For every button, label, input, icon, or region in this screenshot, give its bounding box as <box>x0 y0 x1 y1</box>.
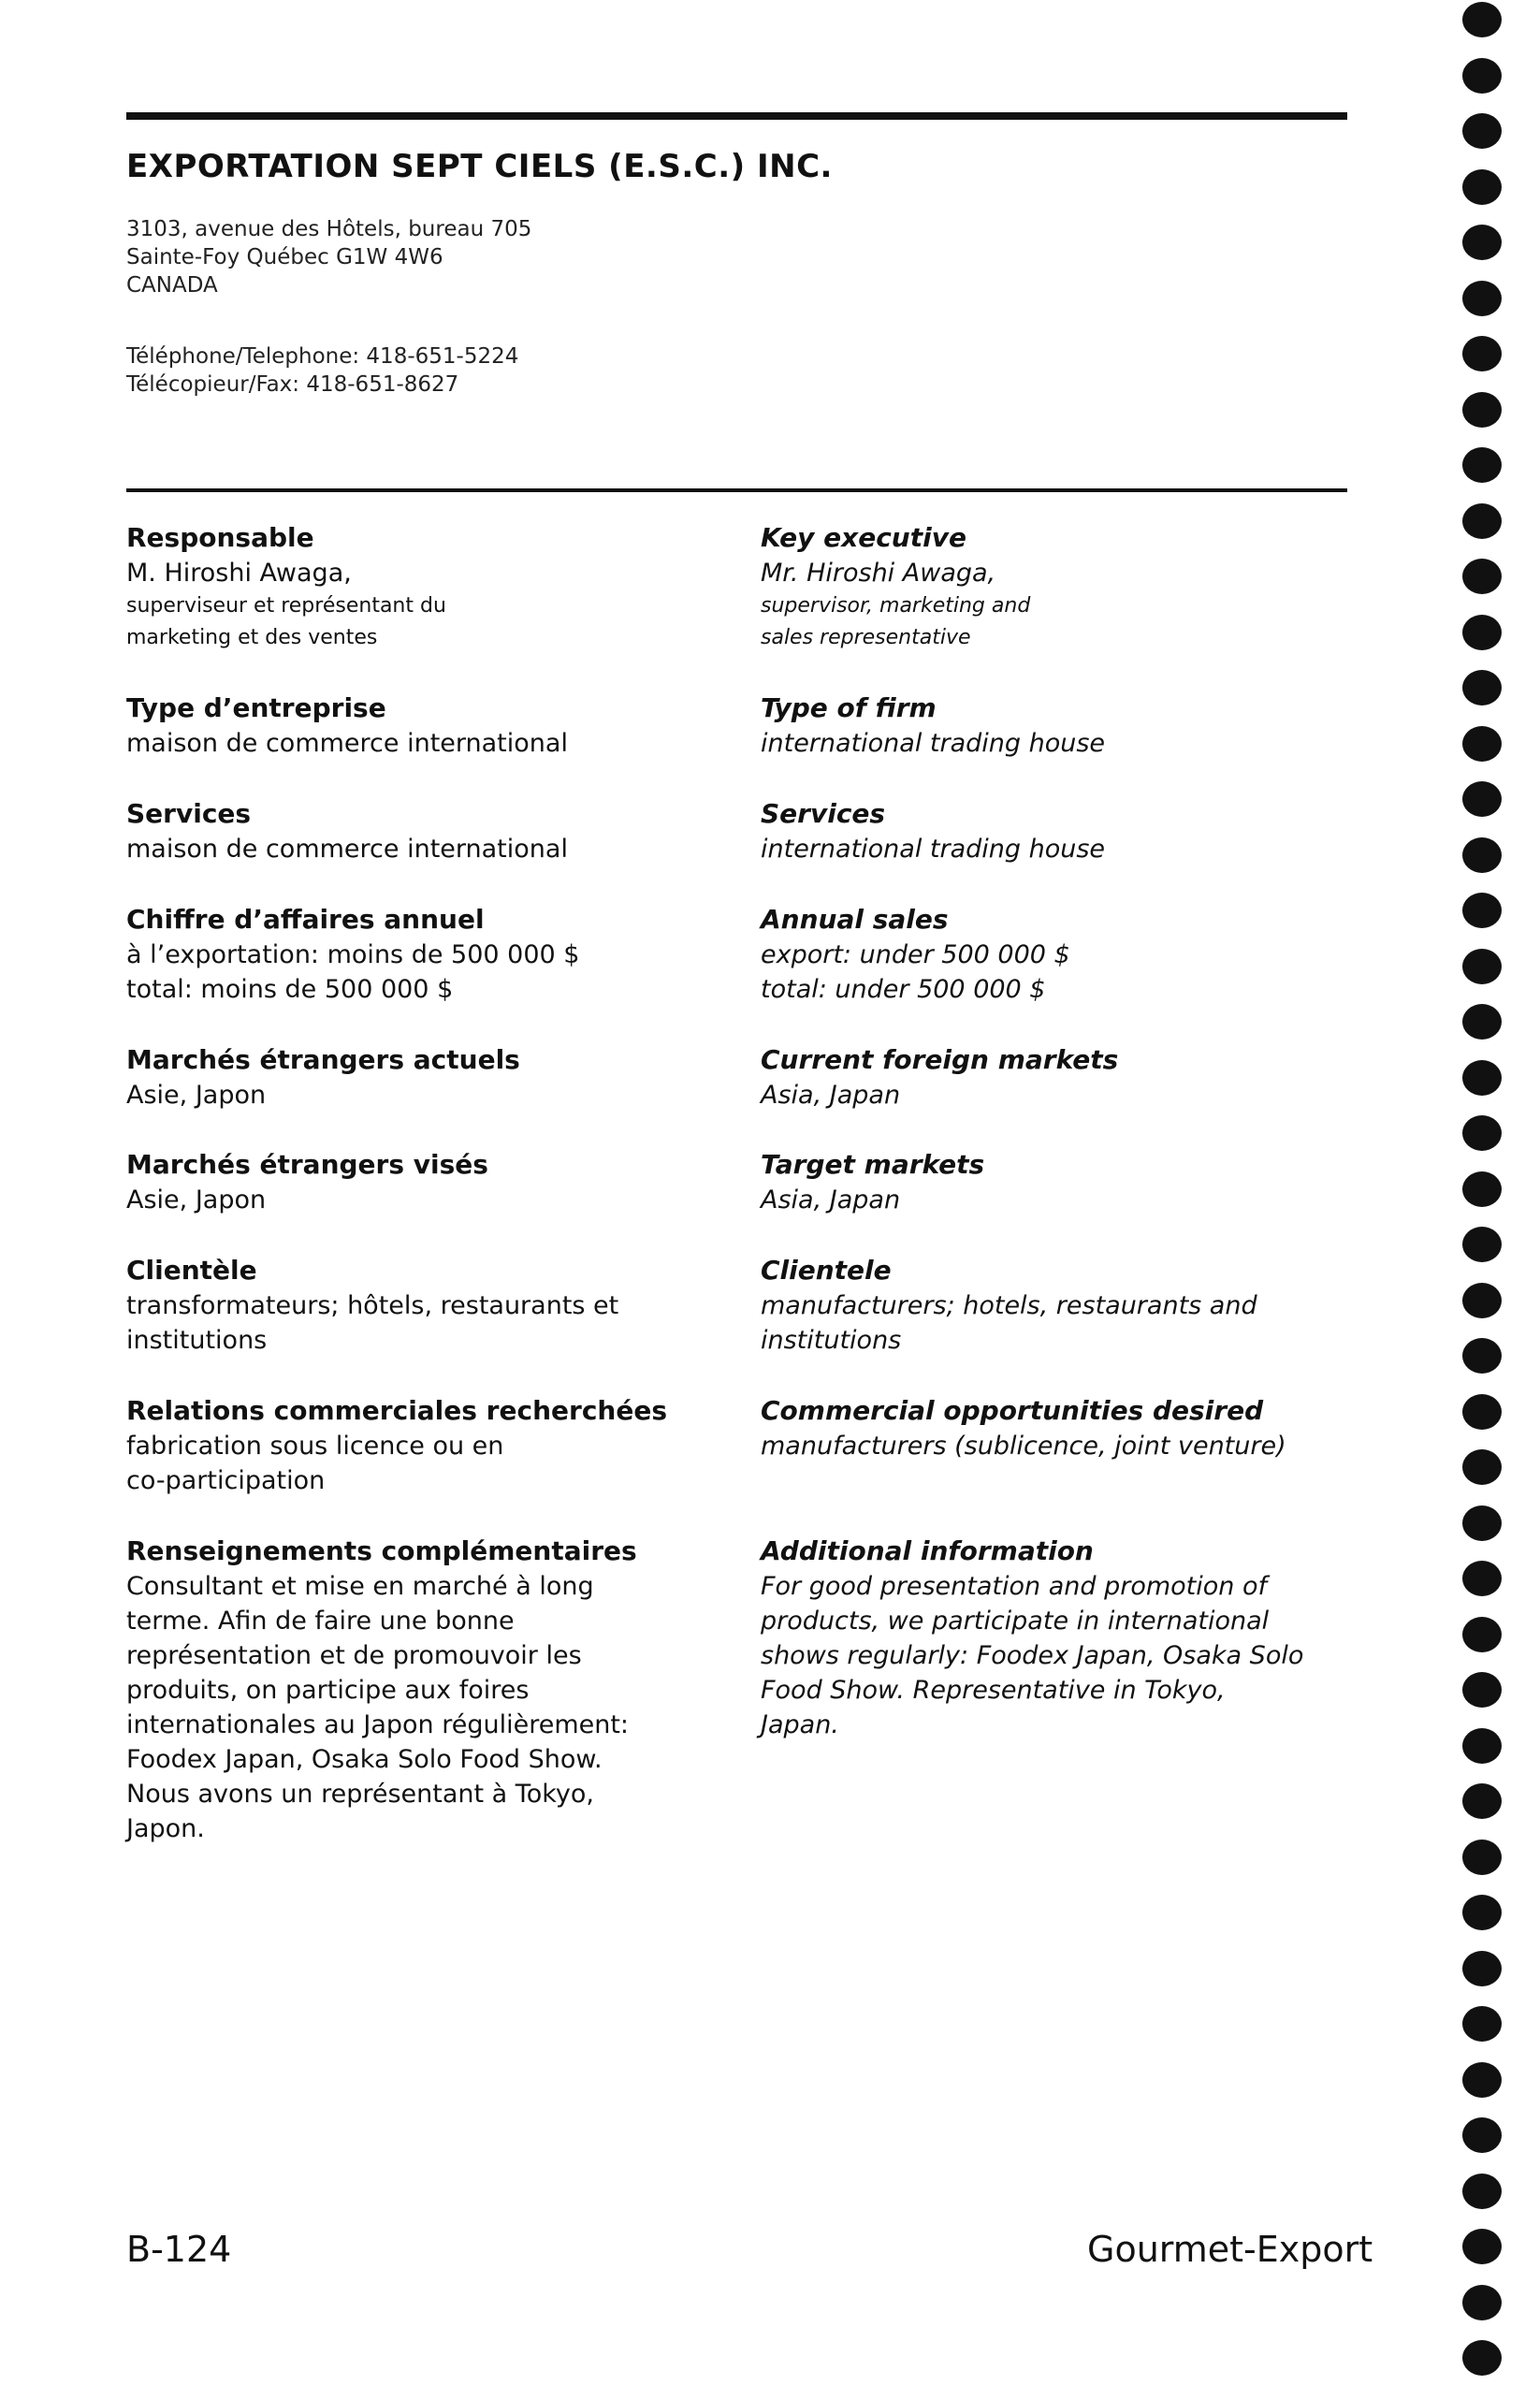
binding-hole <box>1462 1004 1502 1040</box>
fr-key-executive-label: Responsable <box>126 522 314 553</box>
binding-hole <box>1462 670 1502 705</box>
en-opportunities-label: Commercial opportunities desired <box>761 1395 1264 1426</box>
en-type-of-firm-value: international trading house <box>761 729 1106 758</box>
binding-hole <box>1462 2 1502 37</box>
fr-clientele-label: Clientèle <box>126 1255 257 1286</box>
fr-services-value: maison de commerce international <box>126 835 568 864</box>
company-name: EXPORTATION SEPT CIELS (E.S.C.) INC. <box>126 148 833 185</box>
en-clientele-label: Clientele <box>761 1255 892 1286</box>
binding-hole <box>1462 2174 1502 2209</box>
binding-hole <box>1462 503 1502 539</box>
fr-services-label: Services <box>126 798 252 829</box>
en-services-value: international trading house <box>761 835 1106 864</box>
binding-hole <box>1462 615 1502 650</box>
en-key-executive <box>761 520 1359 654</box>
binding-hole <box>1462 1617 1502 1652</box>
binding-hole <box>1462 1338 1502 1374</box>
binding-hole <box>1462 1561 1502 1596</box>
binding-hole <box>1462 1951 1502 1986</box>
binding-hole <box>1462 336 1502 371</box>
binding-hole <box>1462 2229 1502 2264</box>
fr-current-markets-label: Marchés étrangers actuels <box>126 1044 520 1075</box>
en-current-markets <box>761 1042 1359 1113</box>
binding-hole <box>1462 781 1502 817</box>
fr-current-markets <box>126 1042 688 1113</box>
en-current-markets-label: Current foreign markets <box>761 1044 1119 1075</box>
binding-hole <box>1462 1060 1502 1096</box>
en-services-label: Services <box>761 798 886 829</box>
binding-hole <box>1462 1227 1502 1262</box>
binding-hole <box>1462 58 1502 94</box>
binding-hole <box>1462 281 1502 316</box>
fr-target-markets-label: Marchés étrangers visés <box>126 1149 488 1180</box>
fr-additional-label: Renseignements complémentaires <box>126 1535 637 1566</box>
spiral-binding <box>1462 0 1518 2385</box>
publication-name: Gourmet-Export <box>1087 2229 1373 2270</box>
binding-hole <box>1462 1728 1502 1764</box>
fr-type-of-firm-label: Type d’entreprise <box>126 692 386 723</box>
binding-hole <box>1462 949 1502 984</box>
en-key-executive-label: Key executive <box>761 522 966 553</box>
en-services <box>761 796 1359 866</box>
fr-key-executive-name: M. Hiroshi Awaga, <box>126 559 352 588</box>
binding-hole <box>1462 447 1502 483</box>
fr-type-of-firm-value: maison de commerce international <box>126 729 568 758</box>
address-line-3: CANADA <box>126 273 218 298</box>
en-annual-sales <box>761 902 1359 1007</box>
fr-annual-sales-value: à l’exportation: moins de 500 000 $ total: moins de 500 000 $ <box>126 940 580 1004</box>
binding-hole <box>1462 169 1502 205</box>
fr-annual-sales <box>126 902 688 1007</box>
fr-target-markets <box>126 1147 688 1217</box>
en-clientele-value: manufacturers; hotels, restaurants and institutions <box>761 1291 1257 1355</box>
binding-hole <box>1462 2340 1502 2376</box>
fr-type-of-firm <box>126 691 688 761</box>
en-opportunities <box>761 1393 1359 1463</box>
fr-clientele-value: transformateurs; hôtels, restaurants et institutions <box>126 1291 619 1355</box>
binding-hole <box>1462 2062 1502 2098</box>
binding-hole <box>1462 1449 1502 1485</box>
binding-hole <box>1462 837 1502 873</box>
binding-hole <box>1462 392 1502 428</box>
fr-target-markets-value: Asie, Japon <box>126 1185 267 1214</box>
binding-hole <box>1462 1115 1502 1151</box>
en-opportunities-value: manufacturers (sublicence, joint venture) <box>761 1432 1286 1461</box>
fr-opportunities <box>126 1393 688 1498</box>
fr-services <box>126 796 688 866</box>
binding-hole <box>1462 1672 1502 1708</box>
fax-number: Télécopieur/Fax: 418-651-8627 <box>126 372 459 397</box>
binding-hole <box>1462 1283 1502 1318</box>
binding-hole <box>1462 2285 1502 2320</box>
en-annual-sales-value: export: under 500 000 $ total: under 500 000 $ <box>761 940 1070 1004</box>
binding-hole <box>1462 225 1502 260</box>
binding-hole <box>1462 893 1502 928</box>
fr-additional-value: Consultant et mise en marché à long terme. Afin de faire une bonne représentation et de promouvoir les produits, on participe aux foires internationales au Japon régulièrement: Foodex Japan, Osaka Solo Food Show. Nous avons un représentant à Tokyo, Japon. <box>126 1572 630 1843</box>
fr-key-executive <box>126 520 688 654</box>
en-target-markets-label: Target markets <box>761 1149 985 1180</box>
page-number: B-124 <box>126 2229 232 2270</box>
binding-hole <box>1462 1840 1502 1875</box>
en-key-executive-title: supervisor, marketing and sales representative <box>761 594 1031 649</box>
en-annual-sales-label: Annual sales <box>761 904 949 935</box>
fr-key-executive-title: superviseur et représentant du marketing et des ventes <box>126 594 446 649</box>
en-type-of-firm-label: Type of firm <box>761 692 937 723</box>
en-additional-label: Additional information <box>761 1535 1094 1566</box>
en-target-markets <box>761 1147 1359 1217</box>
address-line-2: Sainte-Foy Québec G1W 4W6 <box>126 245 443 269</box>
fr-annual-sales-label: Chiffre d’affaires annuel <box>126 904 485 935</box>
en-additional <box>761 1534 1359 1742</box>
binding-hole <box>1462 2006 1502 2042</box>
contact-block <box>126 215 531 399</box>
fr-opportunities-label: Relations commerciales recherchées <box>126 1395 667 1426</box>
en-current-markets-value: Asia, Japan <box>761 1081 901 1110</box>
en-type-of-firm <box>761 691 1359 761</box>
binding-hole <box>1462 2117 1502 2153</box>
top-rule <box>126 112 1347 120</box>
fr-current-markets-value: Asie, Japon <box>126 1081 267 1110</box>
binding-hole <box>1462 559 1502 594</box>
en-key-executive-name: Mr. Hiroshi Awaga, <box>761 559 996 588</box>
binding-hole <box>1462 726 1502 762</box>
fr-additional <box>126 1534 688 1846</box>
binding-hole <box>1462 1171 1502 1207</box>
section-rule <box>126 488 1347 492</box>
en-clientele <box>761 1253 1359 1358</box>
binding-hole <box>1462 1394 1502 1430</box>
phone-number: Téléphone/Telephone: 418-651-5224 <box>126 344 519 369</box>
fr-clientele <box>126 1253 688 1358</box>
fr-opportunities-value: fabrication sous licence ou en co-participation <box>126 1432 504 1495</box>
en-target-markets-value: Asia, Japan <box>761 1185 901 1214</box>
en-additional-value: For good presentation and promotion of products, we participate in international shows regularly: Foodex Japan, Osaka Solo Food Show. Representative in Tokyo, Japan. <box>761 1572 1304 1739</box>
binding-hole <box>1462 113 1502 149</box>
binding-hole <box>1462 1895 1502 1930</box>
binding-hole <box>1462 1783 1502 1819</box>
binding-hole <box>1462 1505 1502 1541</box>
address-line-1: 3103, avenue des Hôtels, bureau 705 <box>126 217 532 241</box>
